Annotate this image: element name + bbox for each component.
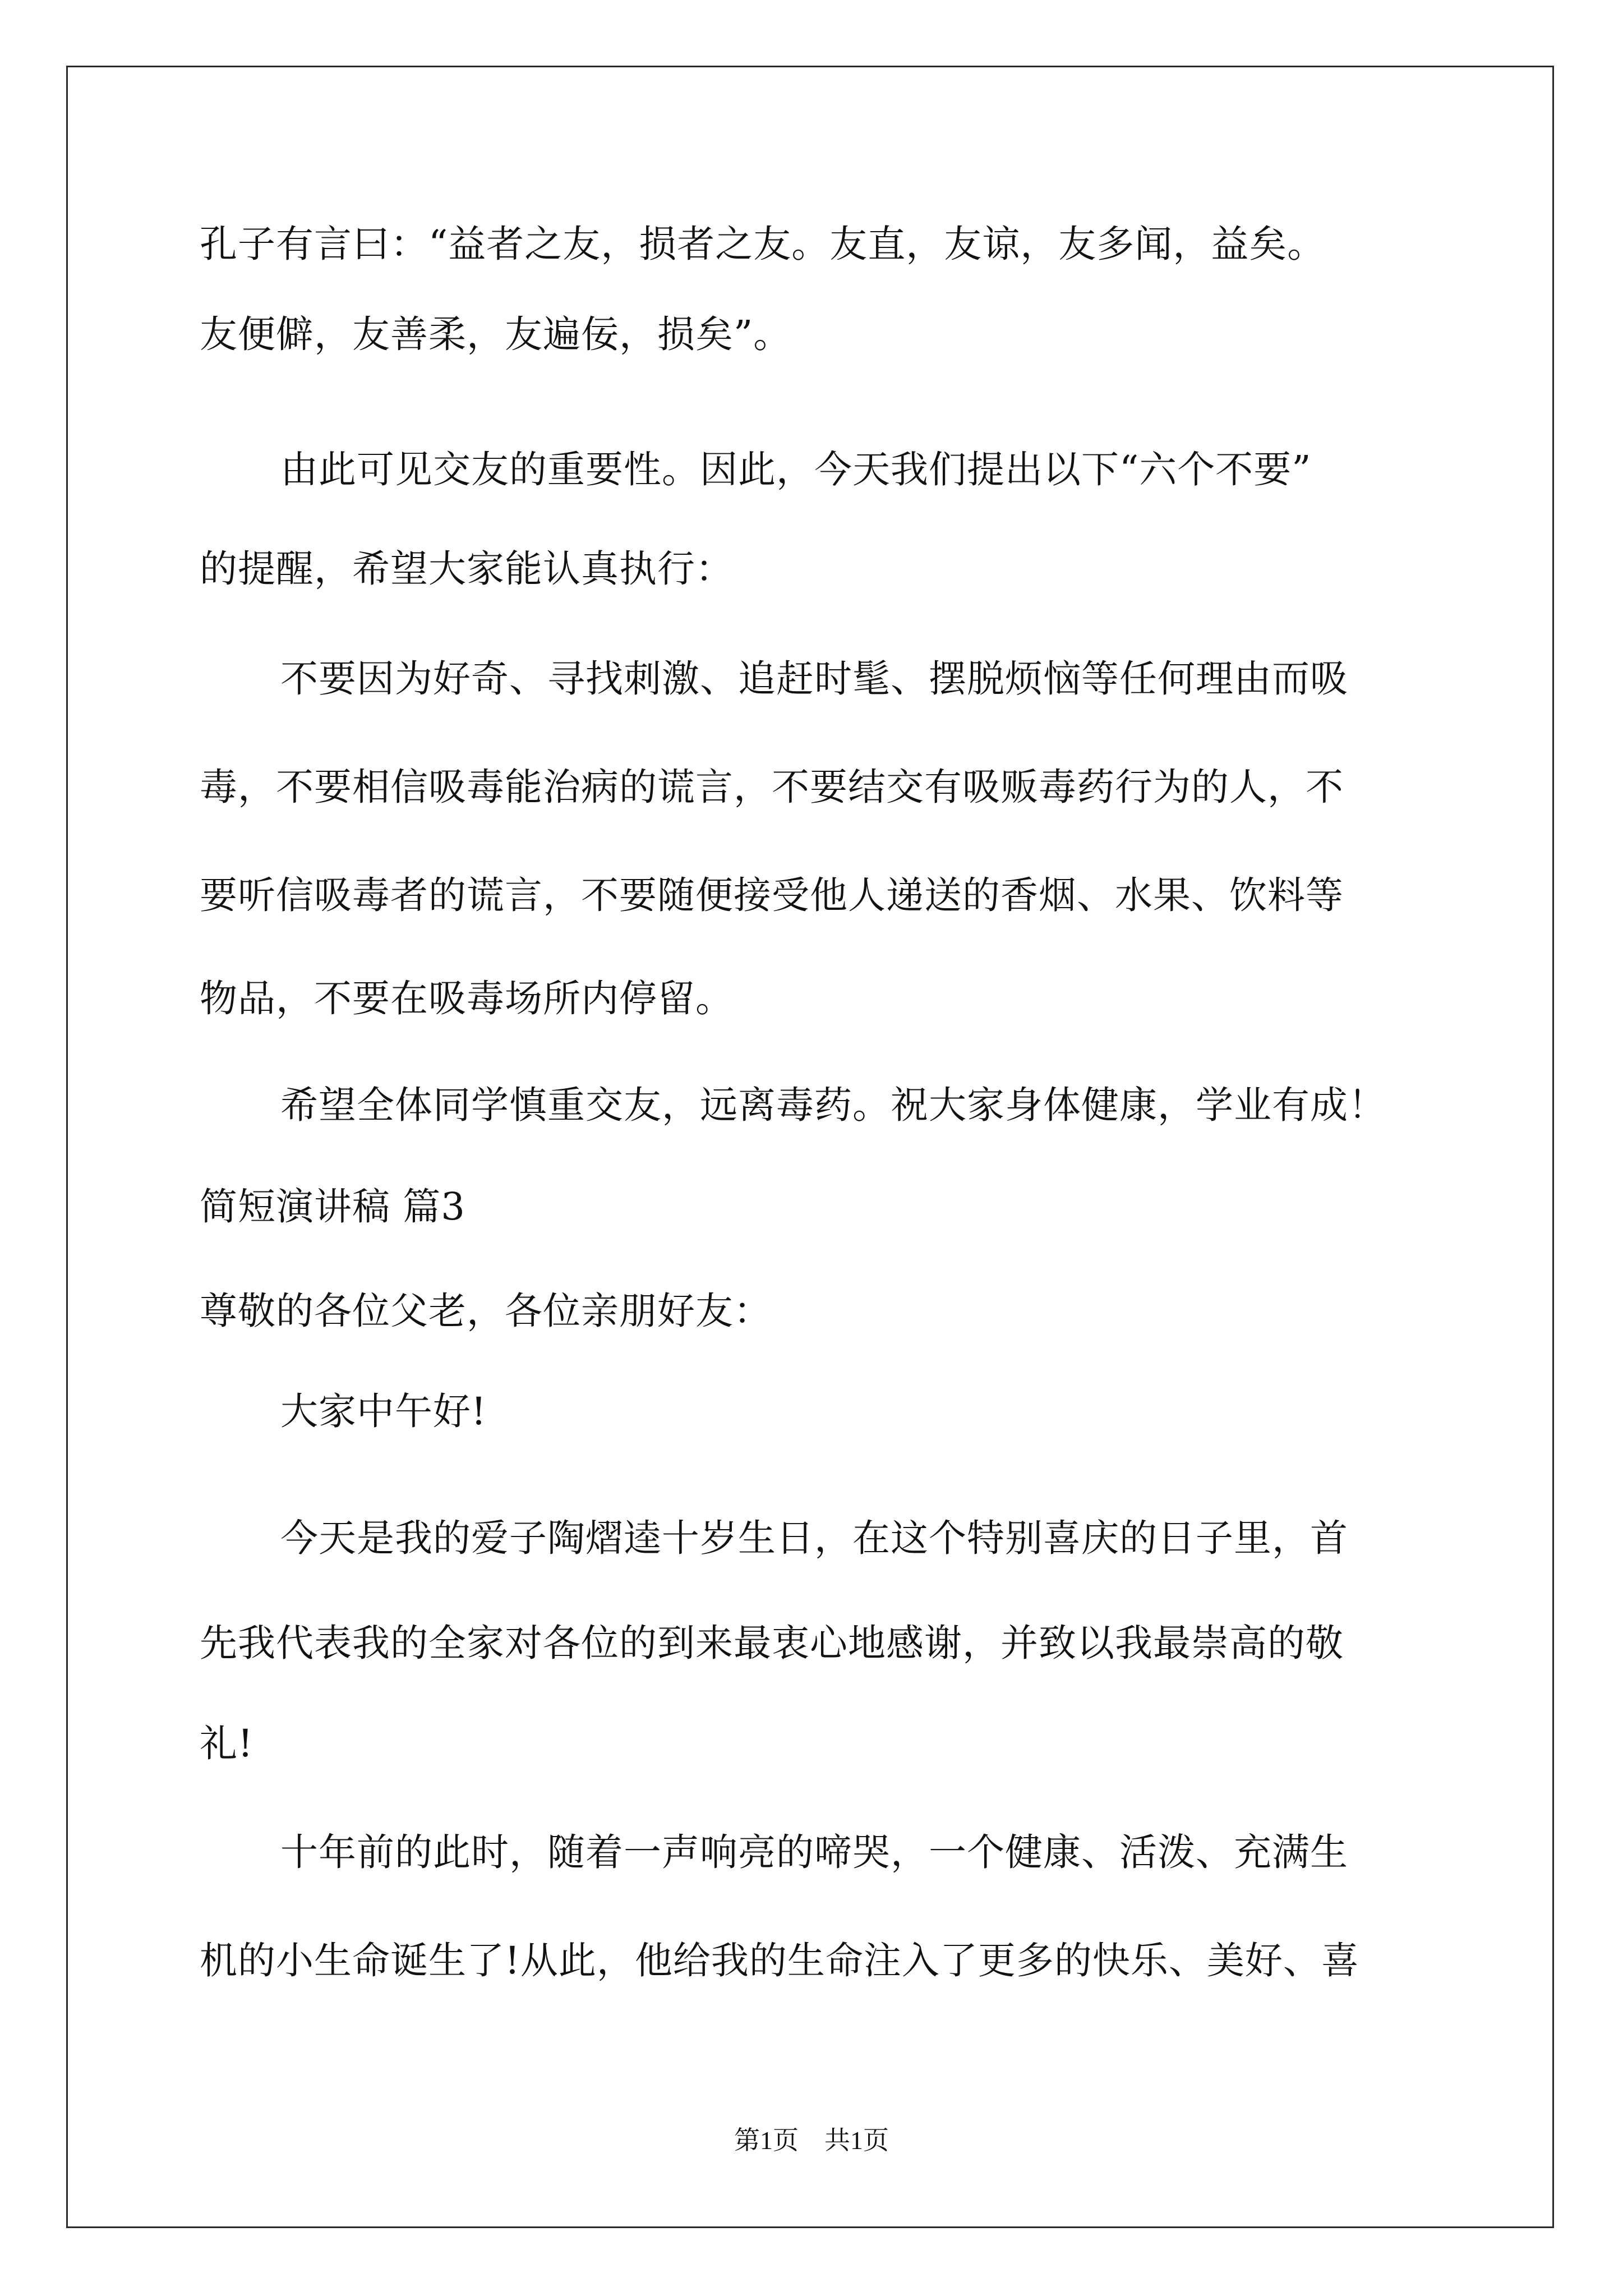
paragraph-line: 友便僻，友善柔，友遍佞，损矣”。: [200, 312, 792, 356]
paragraph-line: 大家中午好!: [280, 1389, 487, 1433]
paragraph-line: 的提醒，希望大家能认真执行：: [200, 547, 734, 591]
paragraph-line: 机的小生命诞生了!从此，他给我的生命注入了更多的快乐、美好、喜: [200, 1939, 1359, 1982]
paragraph-line: 要听信吸毒者的谎言，不要随便接受他人递送的香烟、水果、饮料等: [200, 873, 1344, 917]
paragraph-line: 先我代表我的全家对各位的到来最衷心地感谢，并致以我最崇高的敬: [200, 1621, 1344, 1665]
paragraph-line: 尊敬的各位父老，各位亲朋好友：: [200, 1289, 772, 1333]
paragraph-line: 希望全体同学慎重交友，远离毒药。祝大家身体健康，学业有成！: [280, 1083, 1386, 1127]
paragraph-line: 毒，不要相信吸毒能治病的谎言，不要结交有吸贩毒药行为的人，不: [200, 765, 1344, 809]
section-heading: 简短演讲稿 篇3: [200, 1185, 465, 1228]
paragraph-line: 十年前的此时，随着一声响亮的啼哭，一个健康、活泼、充满生: [280, 1830, 1348, 1874]
paragraph-line: 物品，不要在吸毒场所内停留。: [200, 977, 734, 1020]
paragraph-line: 不要因为好奇、寻找刺激、追赶时髦、摆脱烦恼等任何理由而吸: [280, 657, 1348, 701]
paragraph-line: 由此可见交友的重要性。因此，今天我们提出以下“六个不要”: [280, 448, 1312, 491]
paragraph-line: 今天是我的爱子陶熠逵十岁生日，在这个特别喜庆的日子里，首: [280, 1516, 1348, 1560]
paragraph-line: 孔子有言曰：“益者之友，损者之友。友直，友谅，友多闻，益矣。: [200, 222, 1326, 266]
page-border: [66, 66, 1554, 2228]
page-footer: 第1页 共1页: [734, 2126, 889, 2155]
paragraph-line: 礼!: [200, 1722, 253, 1765]
